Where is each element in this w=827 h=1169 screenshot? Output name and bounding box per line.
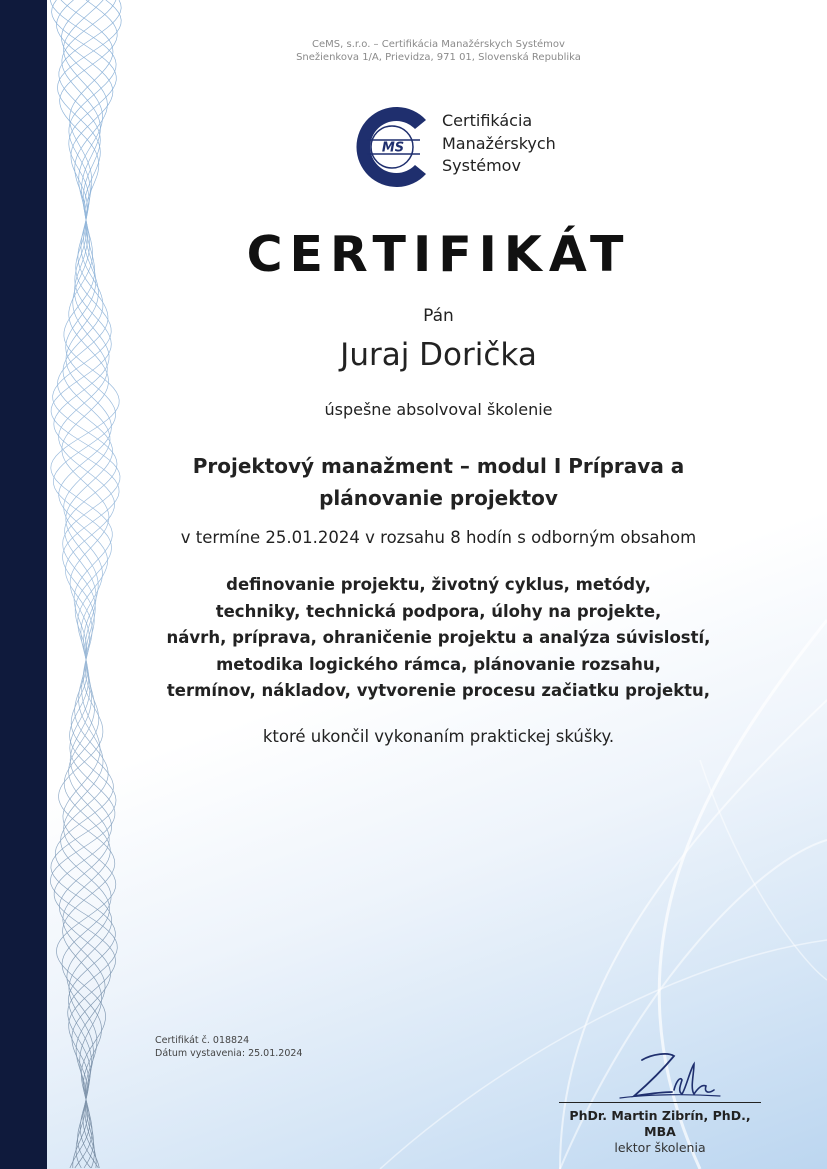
completed-text: úspešne absolvoval školenie: [324, 400, 553, 419]
lecturer-role: lektor školenia: [614, 1140, 706, 1155]
salutation: Pán: [423, 306, 454, 326]
emblem-text: MS: [381, 140, 405, 156]
handwritten-signature: [590, 1050, 730, 1102]
course-title-line-1: Projektový manažment – modul I Príprava a: [192, 454, 685, 478]
issuer-address: [0, 38, 827, 64]
cems-emblem-icon: [352, 104, 438, 190]
logo-word-2: Manažérskych: [442, 133, 556, 153]
course-title-line-2: plánovanie projektov: [319, 486, 558, 510]
lecturer-name-line-2: MBA: [644, 1124, 676, 1139]
certificate-info: [155, 1035, 302, 1060]
issuer-company: CeMS, s.r.o. – Certifikácia Manažérskych Systémov: [312, 39, 565, 50]
lecturer-name-line-1: PhDr. Martin Zibrín, PhD.,: [569, 1108, 751, 1123]
content-line: techniky, technická podpora, úlohy na projekte,: [215, 601, 662, 621]
finish-text: ktoré ukončil vykonaním praktickej skúšky.: [262, 727, 615, 746]
logo-word-1: Certifikácia: [442, 111, 533, 130]
logo-wordmark: [442, 110, 556, 178]
cems-logo: [352, 104, 592, 190]
content-line: definovanie projektu, životný cyklus, metódy,: [226, 575, 651, 594]
logo-word-3: Systémov: [442, 156, 521, 175]
recipient-name: Juraj Dorička: [340, 337, 537, 373]
certificate-title: CERTIFIKÁT: [246, 226, 631, 283]
content-line: termínov, nákladov, vytvorenie procesu začiatku projektu,: [166, 681, 711, 700]
term-text: v termíne 25.01.2024 v rozsahu 8 hodín s odborným obsahom: [180, 528, 697, 547]
content-list: [90, 572, 787, 705]
issuer-street: Snežienkova 1/A, Prievidza, 971 01, Slovenská Republika: [296, 52, 581, 63]
certificate-number: Certifikát č. 018824: [155, 1035, 250, 1046]
signature-line: [559, 1102, 761, 1103]
lecturer-name: [555, 1108, 765, 1140]
content-line: metodika logického rámca, plánovanie rozsahu,: [216, 654, 661, 674]
course-title: [90, 450, 787, 514]
signature-block: [555, 1050, 765, 1156]
content-line: návrh, príprava, ohraničenie projektu a analýza súvislostí,: [166, 628, 711, 647]
issue-date: Dátum vystavenia: 25.01.2024: [155, 1047, 303, 1059]
left-navy-band: [0, 0, 47, 1169]
